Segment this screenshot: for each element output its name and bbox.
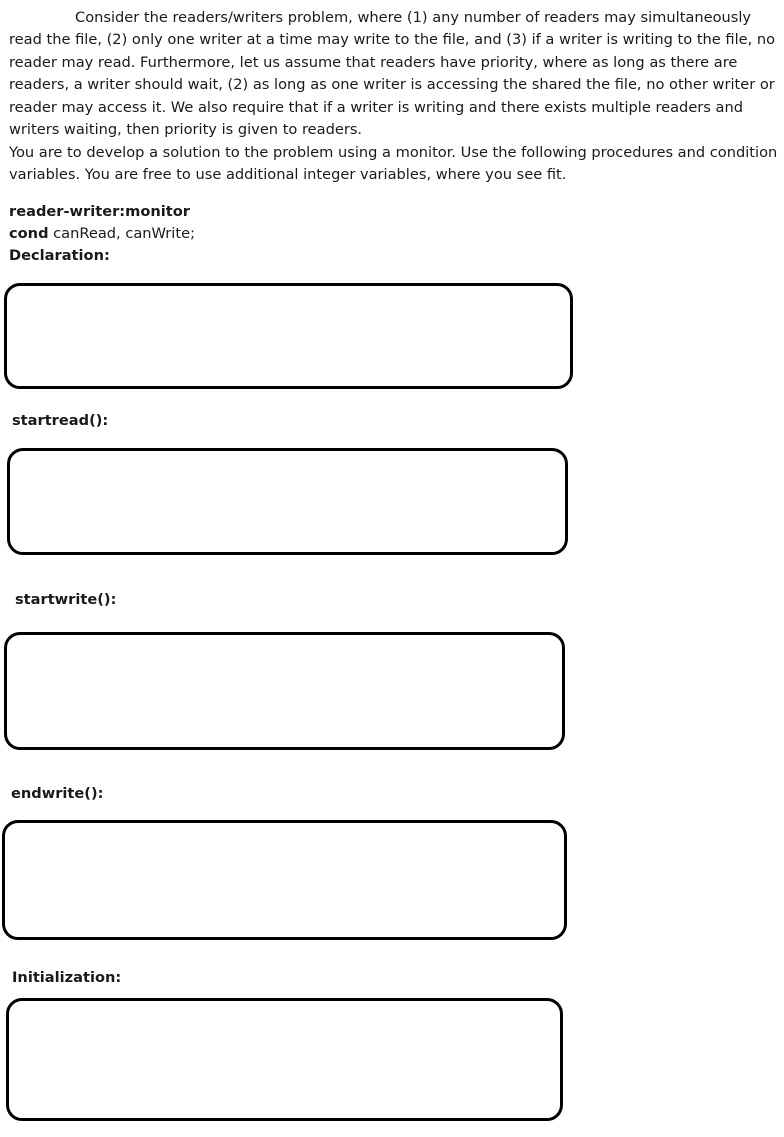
cond-keyword: cond (9, 225, 49, 242)
endwrite-answer-box[interactable] (2, 820, 567, 940)
monitor-name: reader-writer:monitor (9, 203, 190, 220)
startwrite-label: startwrite(): (15, 591, 117, 608)
declaration-answer-box[interactable] (4, 283, 573, 389)
declaration-label: Declaration: (9, 247, 110, 264)
task-instructions: You are to develop a solution to the problem using a monitor. Use the following procedures and condition variables. You are free to use additional integer variables, where you see fit. (9, 144, 778, 184)
initialization-answer-box[interactable] (6, 998, 563, 1121)
problem-statement (9, 7, 781, 141)
startread-answer-box[interactable] (7, 448, 568, 555)
initialization-label: Initialization: (12, 969, 122, 986)
monitor-declaration (9, 202, 190, 222)
startwrite-answer-box[interactable] (4, 632, 565, 750)
problem-statement-text: Consider the readers/writers problem, where (1) any number of readers may simultaneously read the file, (2) only one writer at a time may write to the file, and (3) if a writer is writing to the file, no reader may read. Furthermore, let us assume that readers have priority, where as long as there are readers, a writer should wait, (2) as long as one writer is accessing the shared the file, no other writer or reader may access it. We also require that if a writer is writing and there exists multiple readers and writers waiting, then priority is given to readers. (9, 9, 776, 139)
endwrite-label: endwrite(): (11, 785, 104, 802)
condition-variables (9, 224, 195, 244)
startread-label: startread(): (12, 412, 109, 429)
cond-variable-list: canRead, canWrite; (48, 225, 195, 242)
